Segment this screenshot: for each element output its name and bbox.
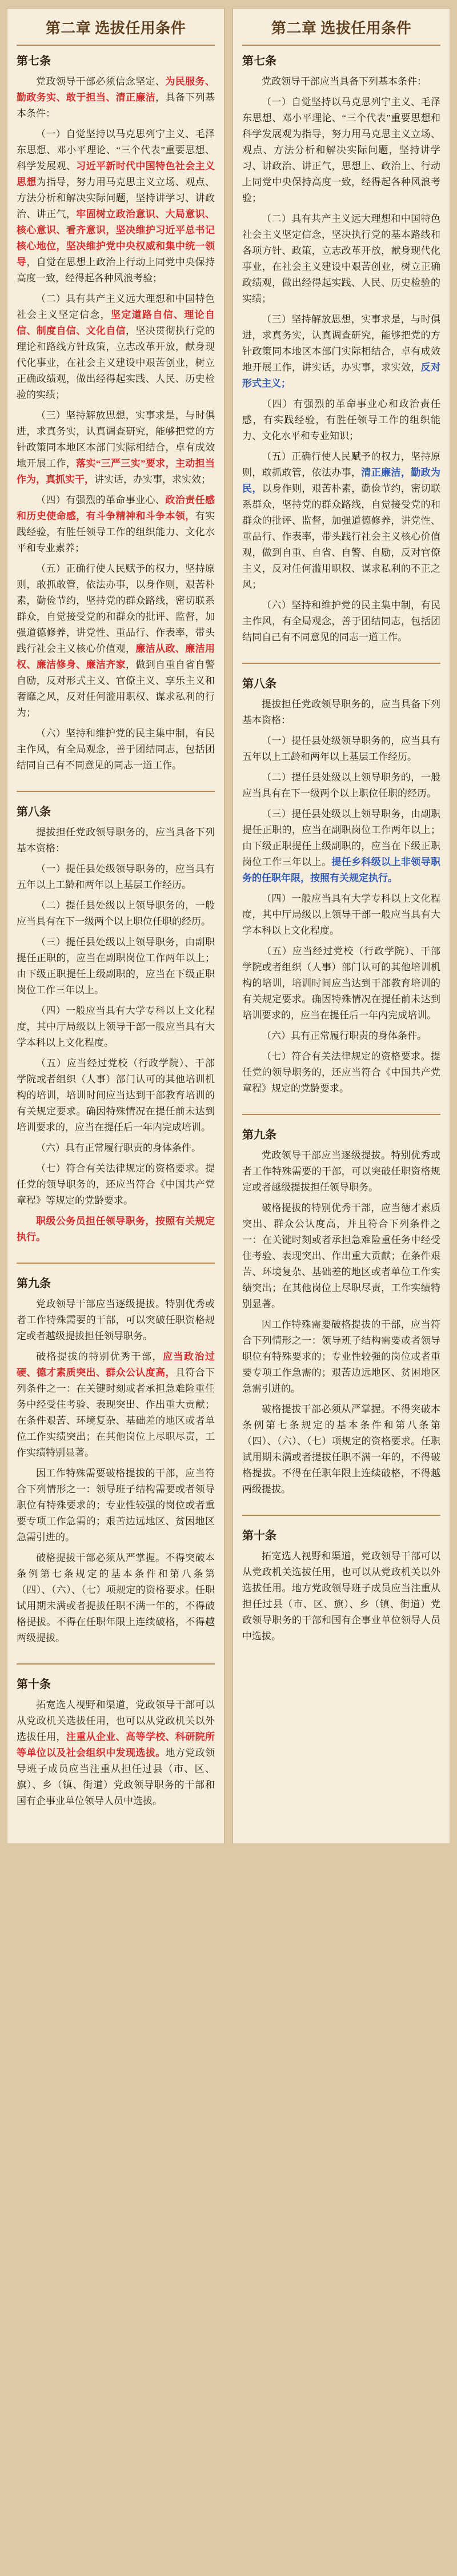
- clause-text: 破格提拔的特别优秀干部，: [36, 1351, 163, 1362]
- highlighted-text: 落实“三严三实”要求，主动担当作为，真抓实干，: [17, 458, 215, 485]
- clause-text: （二）提任县处级以上领导职务的，一般应当具有在下一级两个以上职位任职的经历。: [17, 900, 215, 927]
- highlighted-text: 为民服务、勤政务实、敢于担当、清正廉洁: [17, 76, 215, 103]
- clause-paragraph: [242, 696, 440, 728]
- clause-paragraph: [242, 733, 440, 765]
- clause-text: （三）提任县处级以上领导职务，由副职提任正职的，应当在副职岗位工作两年以上；由下级正职提任上级副职的，应当在下级正职岗位工作三年以上。: [242, 809, 440, 867]
- article-list: [17, 51, 215, 1809]
- clause-paragraph: [17, 934, 215, 998]
- clause-text: 拓宽选人视野和渠道，党政领导干部可以从党政机关选拔任用，也可以从党政机关以外选拔任用，: [17, 1699, 215, 1742]
- clause-text: 破格提拔干部必须从严掌握。不得突破本条例第七条规定的基本条件和第八条第（四）、（六）、（七）项规定的资格要求。任职试用期未满或者提拔任职不满一年的，不得破格提拔。不得在任职年限上连续破格，不得越两级提拔。: [242, 1404, 440, 1495]
- clause-text: 地方党政领导班子成员应当注重从担任过县（市、区、旗）、乡（镇、街道）党政领导职务的干部和国有企事业单位领导人员中选拔。: [17, 1747, 215, 1806]
- clause-paragraph: [17, 898, 215, 930]
- clause-paragraph: [17, 1213, 215, 1245]
- article: [242, 674, 440, 1097]
- article-heading: 第八条: [242, 678, 276, 690]
- clause-text: 提拔担任党政领导职务的，应当具备下列基本资格：: [17, 827, 215, 854]
- clause-paragraph: [17, 1161, 215, 1209]
- clause-paragraph: [242, 94, 440, 206]
- highlighted-text: 注重从企业、高等学校、科研院所等单位以及社会组织中发现选拔。: [17, 1731, 215, 1758]
- article-divider: [17, 1263, 215, 1264]
- clause-text: （六）坚持和维护党的民主集中制，有民主作风，有全局观念，善于团结同志，包括团结同自己有不同意见的同志一道工作。: [17, 728, 215, 771]
- highlighted-text: 反对形式主义；: [242, 362, 441, 389]
- clause-paragraph: [17, 825, 215, 857]
- highlighted-text: 习近平新时代中国特色社会主义思想: [17, 161, 215, 188]
- clause-paragraph: [17, 1140, 215, 1156]
- clause-paragraph: [242, 1049, 440, 1097]
- clause-text: （三）坚持解放思想，实事求是，与时俱进，求真务实，认真调查研究，能够把党的方针政策同本地区本部门实际相结合，卓有成效地开展工作，: [17, 410, 215, 469]
- clause-text: 因工作特殊需要破格提拔的干部，应当符合下列情形之一：领导班子结构需要或者领导职位有特殊要求的；专业性较强的岗位或者重要专项工作急需的；艰苦边远地区、贫困地区急需引进的。: [242, 1319, 440, 1394]
- article: [17, 1675, 215, 1809]
- clause-text: （一）提任县处级领导职务的，应当具有五年以上工龄和两年以上基层工作经历。: [242, 735, 440, 762]
- clause-paragraph: [17, 561, 215, 721]
- clause-paragraph: [17, 1003, 215, 1051]
- clause-text: （五）正确行使人民赋予的权力，坚持原则，敢抓敢管，依法办事，以身作则，艰苦朴素，勤俭节约，坚持党的群众路线，密切联系群众，自觉接受党的和群众的批评、监督，加强道德修养，讲党性、重品行、作表率，带头践行社会主义核心价值观，: [17, 563, 215, 654]
- highlighted-text: 清正廉洁，勤政为民，: [242, 467, 441, 494]
- article-heading: 第九条: [242, 1129, 276, 1141]
- clause-paragraph: [17, 1697, 215, 1809]
- clause-paragraph: [17, 74, 215, 122]
- clause-text: 为指导，努力用马克思主义立场、观点、方法分析和解决实际问题，坚持讲学习、讲政治、讲正气，: [17, 177, 215, 220]
- clause-text: （七）符合有关法律规定的资格要求。提任党的领导职务的，还应当符合《中国共产党章程》规定的党龄要求。: [242, 1051, 440, 1094]
- clause-paragraph: [17, 1466, 215, 1546]
- highlighted-text: 廉洁从政、廉洁用权、廉洁修身、廉洁齐家: [17, 643, 215, 670]
- clause-paragraph: [242, 891, 440, 939]
- article-heading: 第十条: [242, 1530, 276, 1542]
- clause-paragraph: [17, 1349, 215, 1461]
- clause-text: ，坚决贯彻执行党的理论和路线方针政策，立志改革开放，献身现代化事业，在社会主义建设中艰苦创业，树立正确政绩观，做出经得起实践、人民、历史检验的实绩；: [17, 325, 215, 400]
- clause-text: （四）一般应当具有大学专科以上文化程度，其中厅局级以上领导干部一般应当具有大学本科以上文化程度。: [17, 1005, 215, 1048]
- clause-text: （三）坚持解放思想，实事求是，与时俱进，求真务实，认真调查研究，能够把党的方针政策同本地区本部门实际相结合，卓有成效地开展工作，讲实话，办实事，求实效，: [242, 314, 440, 373]
- clause-text: （五）应当经过党校（行政学院）、干部学院或者组织（人事）部门认可的其他培训机构的培训，培训时间应当达到干部教育培训的有关规定要求。确因特殊情况在提任前未达到培训要求的，应当在提任后一年内完成培训。: [17, 1058, 215, 1133]
- clause-paragraph: [242, 1548, 440, 1645]
- clause-paragraph: [17, 861, 215, 893]
- clause-paragraph: [17, 492, 215, 556]
- article: [17, 1274, 215, 1646]
- clause-text: 提拔担任党政领导职务的，应当具备下列基本资格：: [242, 699, 440, 726]
- highlighted-text: 政治责任感和历史使命感，有斗争精神和斗争本领，: [17, 495, 215, 521]
- clause-paragraph: [17, 726, 215, 774]
- clause-paragraph: [17, 1550, 215, 1646]
- clause-text: 因工作特殊需要破格提拔的干部，应当符合下列情形之一：领导班子结构需要或者领导职位有特殊要求的；专业性较强的岗位或者重要专项工作急需的；艰苦边远地区、贫困地区急需引进的。: [17, 1468, 215, 1543]
- clause-text: （二）提任县处级以上领导职务的，一般应当具有在下一级两个以上职位任职的经历。: [242, 772, 440, 799]
- clause-text: （四）有强烈的革命事业心、: [36, 495, 166, 505]
- clause-paragraph: [17, 126, 215, 286]
- clause-paragraph: [17, 1056, 215, 1136]
- clause-text: 以身作则，艰苦朴素，勤俭节约，密切联系群众，坚持党的群众路线，自觉接受党的和群众的批评、监督，加强道德修养，讲党性、重品行、作表率，带头践行社会主义核心价值观，做到自重、自省、自警、自励，反对官僚主义，反对任何滥用职权、谋求私利的不正之风；: [242, 483, 441, 590]
- clause-text: （六）坚持和维护党的民主集中制，有民主作风，有全局观念，善于团结同志，包括团结同自己有不同意见的同志一道工作。: [242, 600, 440, 643]
- article-heading: 第八条: [17, 806, 51, 818]
- clause-text: （二）具有共产主义远大理想和中国特色社会主义坚定信念，: [17, 293, 215, 320]
- clause-paragraph: [242, 598, 440, 646]
- clause-text: 有实践经验，有胜任领导工作的组织能力、文化水平和专业素养；: [17, 511, 215, 554]
- clause-text: 党政领导干部必须信念坚定、: [36, 76, 166, 87]
- clause-text: （六）具有正常履行职责的身体条件。: [36, 1142, 201, 1153]
- article-heading: 第九条: [17, 1277, 51, 1290]
- highlighted-text: 坚定道路自信、理论自信、制度自信、文化自信: [17, 309, 215, 336]
- clause-paragraph: [242, 449, 440, 593]
- new-version-column: [7, 8, 225, 1844]
- clause-text: （七）符合有关法律规定的资格要求。提任党的领导职务的，还应当符合《中国共产党章程》等规定的党龄要求。: [17, 1163, 215, 1206]
- clause-paragraph: [242, 806, 440, 886]
- highlighted-text: 职级公务员担任领导职务，按照有关规定执行。: [17, 1216, 215, 1243]
- clause-text: ，具备下列基本条件：: [17, 92, 215, 119]
- chapter-title: 第二章 选拔任用条件: [17, 13, 215, 46]
- clause-text: ，做到自重自省自警自励，反对形式主义、官僚主义、享乐主义和奢靡之风，反对任何滥用职权、谋求私利的行为；: [17, 659, 215, 718]
- clause-paragraph: [242, 211, 440, 307]
- article-list: [242, 51, 440, 1645]
- article: [242, 51, 440, 646]
- article: [17, 51, 215, 774]
- clause-text: 破格提拔的特别优秀干部，应当德才素质突出、群众公认度高，并且符合下列条件之一：在关键时刻或者承担急难险重任务中经受住考验、表现突出、作出重大贡献；在条件艰苦、环境复杂、基础差的地区或者单位工作实绩突出；在其他岗位上尽职尽责，工作实绩特别显著。: [242, 1203, 440, 1309]
- clause-text: （五）正确行使人民赋予的权力，坚持原则，敢抓敢管，依法办事，: [242, 451, 440, 478]
- clause-text: （一）自觉坚持以马克思列宁主义、毛泽东思想、邓小平理论、“三个代表”重要思想和科学发展观为指导，努力用马克思主义立场、观点、方法分析和解决实际问题，坚持讲学习、讲政治、讲正气，思想上、政治上、行动上同党中央保持高度一致，经得起各种风浪考验；: [242, 97, 440, 204]
- article-divider: [17, 1663, 215, 1665]
- clause-text: （六）具有正常履行职责的身体条件。: [262, 1030, 427, 1041]
- old-version-column: [232, 8, 450, 1844]
- clause-paragraph: [242, 770, 440, 802]
- clause-paragraph: [17, 1296, 215, 1344]
- article-heading: 第七条: [17, 55, 51, 67]
- clause-text: （四）有强烈的革命事业心和政治责任感，有实践经验，有胜任领导工作的组织能力、文化水平和专业知识；: [242, 399, 440, 441]
- clause-text: 讲实话，办实事，求实效；: [94, 474, 211, 485]
- chapter-title: 第二章 选拔任用条件: [242, 13, 440, 46]
- clause-text: 党政领导干部应当具备下列基本条件：: [262, 76, 427, 87]
- article: [242, 1526, 440, 1645]
- clause-paragraph: [242, 1028, 440, 1044]
- clause-text: 拓宽选人视野和渠道，党政领导干部可以从党政机关选拔任用，也可以从党政机关以外选拔任用。地方党政领导班子成员应当注重从担任过县（市、区、旗）、乡（镇、街道）党政领导职务的干部和国有企事业单位领导人员中选拔。: [242, 1551, 440, 1642]
- article-heading: 第七条: [242, 55, 276, 67]
- clause-paragraph: [242, 943, 440, 1024]
- clause-paragraph: [17, 408, 215, 488]
- article: [17, 802, 215, 1245]
- clause-text: 党政领导干部应当逐级提拔。特别优秀或者工作特殊需要的干部，可以突破任职资格规定或者越级提拔担任领导职务。: [17, 1299, 215, 1341]
- highlighted-text: 牢固树立政治意识、大局意识、核心意识、看齐意识，坚决维护习近平总书记核心地位，坚决维护党中央权威和集中统一领导: [17, 209, 215, 268]
- clause-paragraph: [17, 291, 215, 403]
- highlighted-text: 应当政治过硬、德才素质突出、群众公认度高，: [17, 1351, 215, 1378]
- clause-text: 破格提拔干部必须从严掌握。不得突破本条例第七条规定的基本条件和第八条第（四）、（六）、（七）项规定的资格要求。任职试用期未满或者提拔任职不满一年的，不得破格提拔。不得在任职年限上连续破格，不得越两级提拔。: [17, 1552, 215, 1643]
- clause-text: ，自觉在思想上政治上行动上同党中央保持高度一致，经得起各种风浪考验；: [17, 257, 215, 284]
- clause-text: （二）具有共产主义远大理想和中国特色社会主义坚定信念，坚决执行党的基本路线和各项方针、政策，立志改革开放，献身现代化事业，在社会主义建设中艰苦创业，树立正确政绩观，做出经得起实践、人民、历史检验的实绩；: [242, 213, 440, 304]
- article-divider: [242, 663, 440, 664]
- clause-paragraph: [242, 312, 440, 392]
- clause-text: 且符合下列条件之一：在关键时刻或者承担急难险重任务中经受住考验、表现突出、作出重大贡献；在条件艰苦、环境复杂、基础差的地区或者单位工作实绩突出；在其他岗位上尽职尽责，工作实绩特别显著。: [17, 1367, 215, 1458]
- clause-text: （一）自觉坚持以马克思列宁主义、毛泽东思想、邓小平理论、“三个代表”重要思想、科学发展观、: [17, 129, 215, 172]
- article-divider: [17, 791, 215, 792]
- highlighted-text: 提任乡科级以上非领导职务的任职年限，按照有关规定执行。: [242, 857, 441, 883]
- clause-paragraph: [242, 396, 440, 444]
- clause-text: （五）应当经过党校（行政学院）、干部学院或者组织（人事）部门认可的其他培训机构的培训，培训时间应当达到干部教育培训的有关规定要求。确因特殊情况在提任前未达到培训要求的，应当在提任后一年内完成培训。: [242, 946, 440, 1021]
- clause-text: （四）一般应当具有大学专科以上文化程度，其中厅局级以上领导干部一般应当具有大学本科以上文化程度。: [242, 893, 440, 936]
- clause-text: （三）提任县处级以上领导职务，由副职提任正职的，应当在副职岗位工作两年以上；由下级正职提任上级副职的，应当在下级正职岗位工作三年以上。: [17, 937, 215, 996]
- clause-paragraph: [242, 74, 440, 90]
- clause-paragraph: [242, 1148, 440, 1196]
- article-divider: [242, 1114, 440, 1115]
- clause-text: （一）提任县处级领导职务的，应当具有五年以上工龄和两年以上基层工作经历。: [17, 863, 215, 890]
- article-divider: [242, 1515, 440, 1516]
- article: [242, 1125, 440, 1498]
- clause-text: 党政领导干部应当逐级提拔。特别优秀或者工作特殊需要的干部，可以突破任职资格规定或者越级提拔担任领导职务。: [242, 1150, 440, 1193]
- clause-paragraph: [242, 1200, 440, 1312]
- clause-paragraph: [242, 1317, 440, 1397]
- clause-paragraph: [242, 1402, 440, 1498]
- article-heading: 第十条: [17, 1678, 51, 1691]
